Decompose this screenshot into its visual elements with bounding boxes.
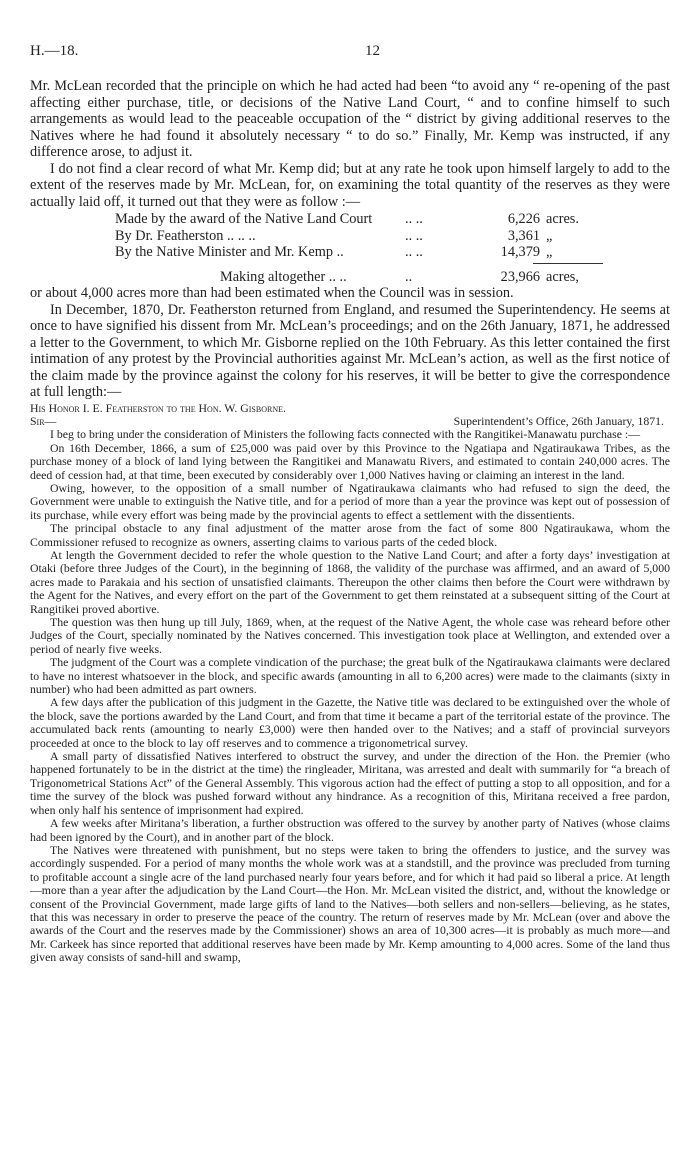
paragraph-excess-acres: or about 4,000 acres more than had been estimated when the Council was in session. — [30, 285, 514, 301]
reserves-row-value: 6,226 — [507, 211, 540, 227]
paragraph-mclean-principle: Mr. McLean recorded that the principle on which he had acted had been “to avoid any “ re-opening of the past affecting either purchase, title, or decisions of the Native Land Court, “ and to confine himself to such arrangements as would lead to the peaceable occupation of the “ district by giving additional reserves to the Natives where he had found it absolutely necessary “ to do so.” Finally, Mr. Kemp was instructed, if any difference arose, to adjust it. — [30, 78, 670, 160]
reserves-row-unit: acres. — [546, 211, 579, 227]
page-number: 12 — [365, 43, 380, 59]
letter-salutation: Sir— — [30, 413, 57, 428]
reserves-row-dots: .. .. — [405, 244, 423, 260]
letter-paragraph: At length the Government decided to refer the whole question to the Native Land Court; and after a forty days’ investigation at Otaki (before three Judges of the Court), in the beginning of 1868, the validity of the purchase was affirmed, and an award of 5,000 acres made to Parakaia and his section of unsatisfied claimants. Thereupon the other claims then before the Court were withdrawn by the Agent for the Natives, and every effort on the part of the Government to get them reinstated at a subsequent sitting of the Court at Rangitikei proved abortive. — [30, 547, 670, 616]
reserves-row — [115, 244, 615, 261]
reserves-table — [115, 211, 615, 285]
letter-paragraph: On 16th December, 1866, a sum of £25,000 was paid over by this Province to the Ngatiapa and Ngatiraukawa Tribes, as the purchase money of a block of land lying between the Rangitikei and Manawatu Rivers, and estimated to contain 240,000 acres. The deed of cession had, at that time, been executed by considerably over 1,000 Natives having or claiming an interest in the land. — [30, 440, 670, 482]
letter-paragraph: I beg to bring under the consideration of Ministers the following facts connected with the Rangitikei-Manawatu purchase :— — [50, 427, 641, 442]
paper-reference: H.—18. — [30, 43, 79, 59]
letter-paragraph: The Natives were threatened with punishment, but no steps were taken to bring the offenders to justice, and the survey was accordingly suspended. For a period of many months the whole work was at a standstill, and the province was precluded from turning to profitable account a single acre of the land purchased nearly four years before, and for which it had paid so liberal a price. At length—more than a year after the adjudication by the Land Court—the Hon. Mr. McLean visited the district, and, without the knowledge or consent of the Provincial Government, made large gifts of land to the Natives—both sellers and non-sellers—believing, as he states, that this was necessary in order to preserve the peace of the country. The return of reserves made by Mr. McLean (over and above the awards of the Court and the reserves made by the Commissioner) shows an area of 10,300 acres—it is probably as much more—and Mr. Carkeek has since reported that additional reserves have been made by Mr. Kemp amounting to 4,000 acres. Some of the land thus given away consists of sand-hill and swamp, — [30, 842, 670, 965]
page-body — [30, 78, 670, 965]
reserves-row-value: 3,361 — [507, 227, 540, 244]
reserves-row-label: By Dr. Featherston .. .. .. — [115, 227, 256, 244]
letter-paragraph: A few days after the publication of this judgment in the Gazette, the Native title was declared to be extinguished over the whole of the block, save the portions awarded by the Land Court, and from that time it became a part of the territorial estate of the province. The accumulated back rents (amounting to nearly £3,000) were then handed over to the Natives; and a staff of provincial surveyors proceeded at once to the block to lay off reserves and to commence a trigonometrical survey. — [30, 695, 670, 750]
page-header — [30, 43, 670, 63]
reserves-row-unit: „ — [546, 244, 553, 260]
letter-office-date: Superintendent’s Office, 26th January, 1871. — [453, 413, 664, 428]
reserves-row — [115, 211, 615, 228]
letter-paragraph: The judgment of the Court was a complete vindication of the purchase; the great bulk of the Ngatiraukawa claimants were declared to have no interest whatsoever in the block, and specific awards (amounting in all to 6,200 acres) were made to the claimants (sixty in number) who had been admitted as part owners. — [30, 655, 670, 697]
reserves-row-label: By the Native Minister and Mr. Kemp .. — [115, 244, 344, 260]
letter-paragraph: A small party of dissatisfied Natives interfered to obstruct the survey, and under the direction of the Hon. the Premier (who happened fortunately to be in the district at the time) the ringleader, Miritana, was arrested and dealt with summarily for “a breach of Trigonometrical Stations Act” of the General Assembly. This vigorous action had the effect of putting a stop to all opposition, and for a time the survey of the block was pushed forward without any hindrance. As a recognition of this, Miritana received a free pardon, when only half his sentence of imprisonment had expired. — [30, 749, 670, 817]
letter-paragraph: A few weeks after Miritana’s liberation, a further obstruction was offered to the survey by another party of Natives (whose claims had been ignored by the Court), and in another part of the block. — [30, 816, 670, 844]
reserves-row-label: Made by the award of the Native Land Court — [115, 211, 373, 227]
letter-paragraph: Owing, however, to the opposition of a small number of Ngatiraukawa claimants who had refused to sign the deed, the Government were unable to extinguish the Native title, and for a period of more than a year the province was kept out of possession of its purchase, while every effort was being made by the provincial agents to effect a settlement with the dissentients. — [30, 480, 670, 522]
total-value: 23,966 — [500, 268, 540, 285]
letter-salutation-line — [30, 415, 670, 428]
paragraph-kemp-record: I do not find a clear record of what Mr. Kemp did; but at any rate he took upon himself largely to add to the extent of the reserves made by Mr. McLean, for, on examining the total quantity of the reserves as they were actually laid off, it turned out that they were as follow :— — [30, 160, 670, 210]
total-unit: acres, — [546, 268, 579, 285]
letter — [30, 402, 670, 965]
paragraph-featherston-return: In December, 1870, Dr. Featherston returned from England, and resumed the Superintendency. He seems at once to have signified his dissent from Mr. McLean’s proceedings; and on the 26th January, 1871, he addressed a letter to the Government, to which Mr. Gisborne replied on the 10th February. As this letter contained the first intimation of any protest by the Provincial authorities against Mr. McLean’s action, as well as the first notice of the claim made by the province against the colony for his reserves, it will be better to give the correspondence at full length:— — [30, 301, 670, 400]
sum-rule-divider — [533, 263, 603, 264]
total-dots: .. — [405, 268, 413, 285]
reserves-total-row — [115, 269, 615, 286]
total-label: Making altogether .. .. — [220, 268, 347, 285]
letter-paragraph: The question was then hung up till July, 1869, when, at the request of the Native Agent, the whole case was reheard before other Judges of the Court, specially nominated by the Natives concerned. This investigation took place at Wellington, and extended over a period of nearly five weeks. — [30, 615, 670, 656]
letter-heading: His Honor I. E. Featherston to the Hon. W. Gisborne. — [30, 400, 286, 415]
reserves-row-dots: .. .. — [405, 227, 423, 244]
reserves-row-value: 14,379 — [500, 244, 540, 260]
letter-paragraph: The principal obstacle to any final adjustment of the matter arose from the fact of some 800 Ngatiraukawa, whom the Commissioner refused to recognize as owners, asserting claims to various parts of the ceded block. — [30, 521, 670, 549]
reserves-row-dots: .. .. — [405, 211, 423, 227]
reserves-row — [115, 228, 615, 245]
reserves-row-unit: „ — [546, 227, 553, 244]
